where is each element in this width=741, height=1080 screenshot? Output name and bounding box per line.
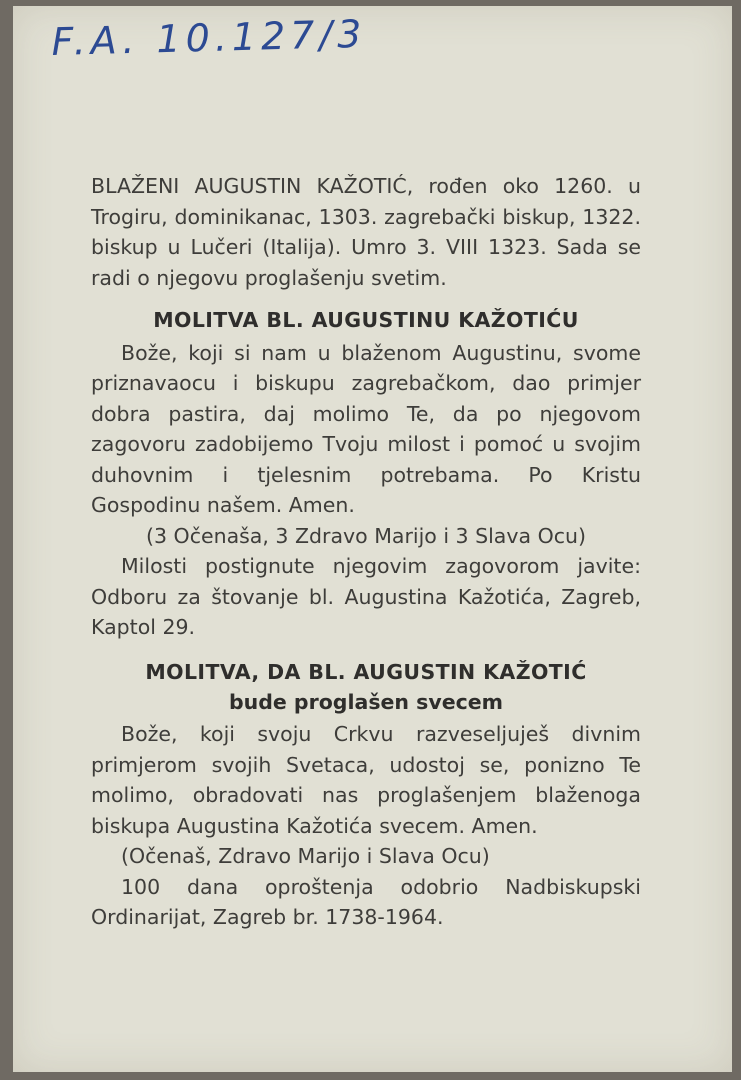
prayer1-body: Bože, koji si nam u blaženom Augustinu, svome priznavaocu i biskupu zagrebačkom, dao primjer dobra pastira, daj molimo Te, da po njegovom zagovoru zadobijemo Tvoju milost i pomoć u svojim duhovnim i tjelesnim potrebama. Po Kristu Gospodinu našem. Amen. xyxy=(91,340,641,517)
card-text xyxy=(91,171,641,933)
prayer1-note: (3 Očenaša, 3 Zdravo Marijo i 3 Slava Ocu) xyxy=(146,523,586,548)
prayer-card xyxy=(13,6,732,1072)
prayer2-body: Bože, koji svoju Crkvu razveseljuješ divnim primjerom svojih Svetaca, udostoj se, ponizno Te molimo, obradovati nas proglašenjem blaženoga biskupa Augustina Kažotića svecem. Amen. xyxy=(91,722,641,838)
prayer2-note: (Očenaš, Zdravo Marijo i Slava Ocu) xyxy=(121,844,490,868)
intro-paragraph: BLAŽENI AUGUSTIN KAŽOTIĆ, rođen oko 1260. u Trogiru, dominikanac, 1303. zagrebački biskup, 1322. biskup u Lučeri (Italija). Umro 3. VIII 1323. Sada se radi o njegovu proglašenju svetim. xyxy=(91,174,641,290)
indulgence-note: 100 dana oproštenja odobrio Nadbiskupski Ordinarijat, Zagreb br. 1738-1964. xyxy=(91,874,641,929)
prayer2-subheading: bude proglašen svecem xyxy=(228,690,504,714)
handwritten-inventory-number: F.A. 10.127/3 xyxy=(51,11,367,64)
prayer1-report: Milosti postignute njegovim zagovorom javite: Odboru za štovanje bl. Augustina Kažotića, Zagreb, Kaptol 29. xyxy=(91,554,641,639)
prayer2-heading: MOLITVA, DA BL. AUGUSTIN KAŽOTIĆ xyxy=(145,659,587,684)
prayer1-heading: MOLITVA BL. AUGUSTINU KAŽOTIĆU xyxy=(153,308,579,332)
